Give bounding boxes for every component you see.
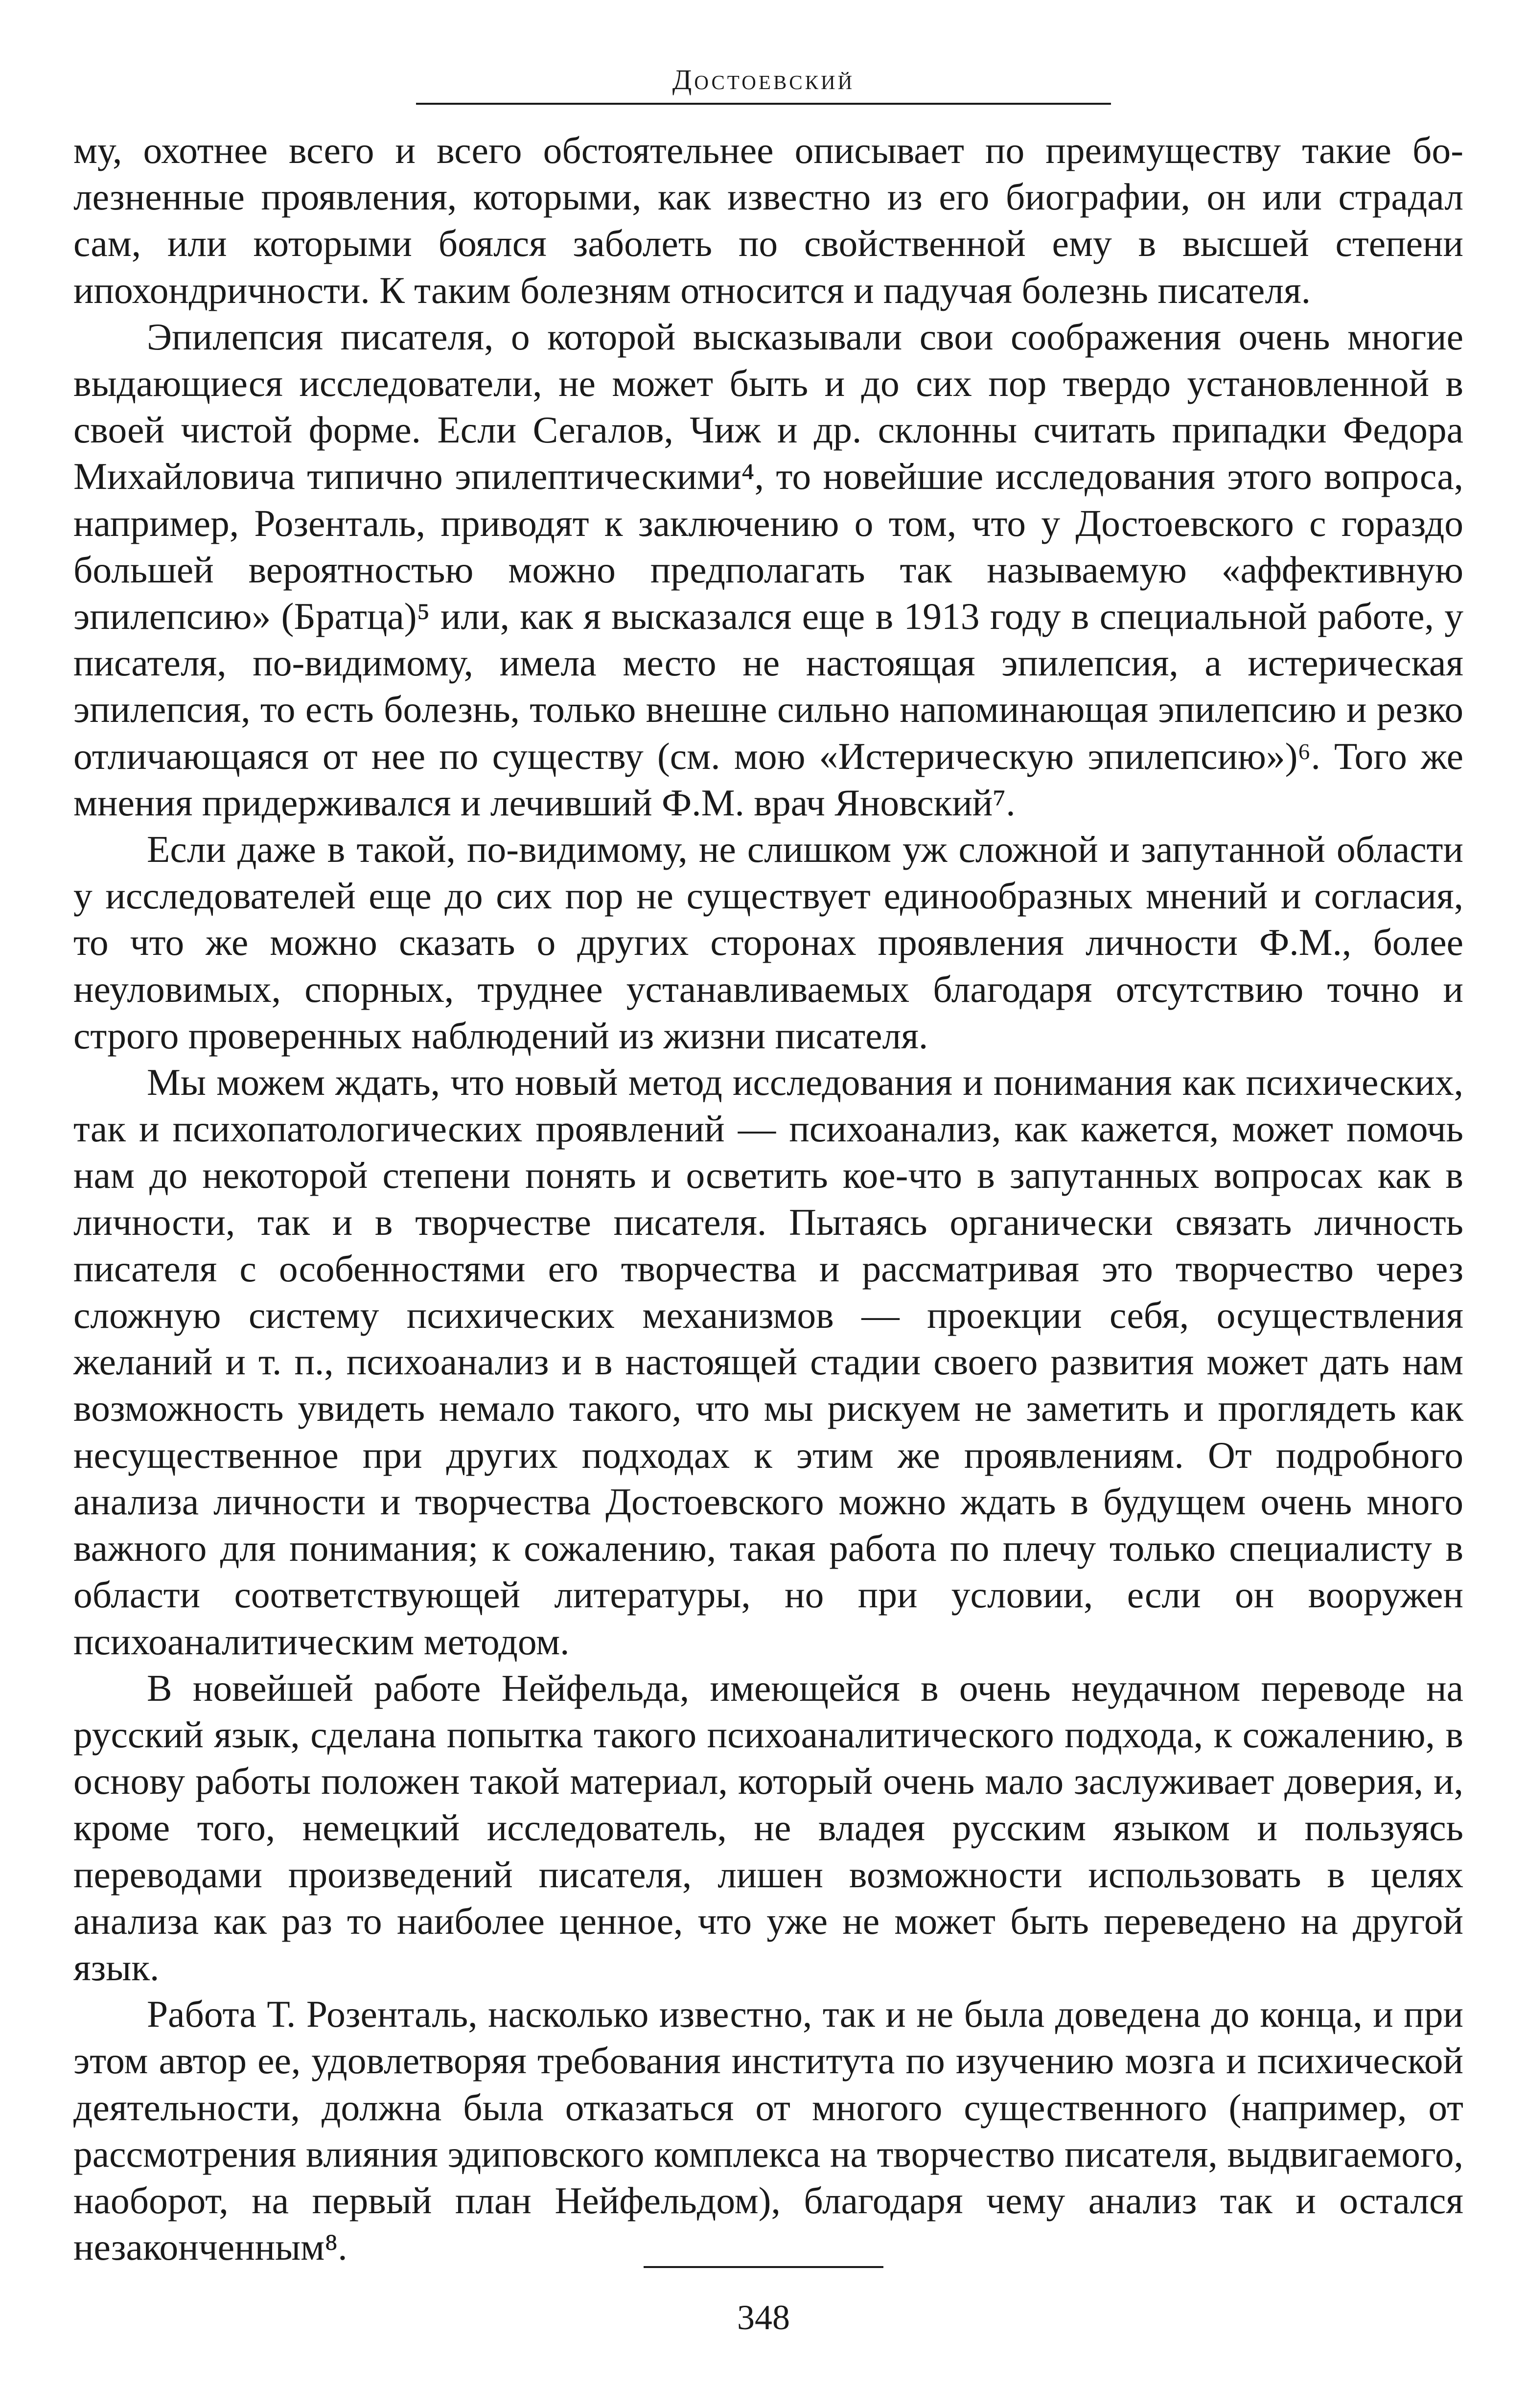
paragraph: Эпилепсия писателя, о которой высказывали свои соображения очень многие выдающиеся исследователи, не может быть и до сих пор твердо установленной в своей чистой форме. Если Сегалов, Чиж и др. склонны считать припадки Федора Михайловича типично эпилептическими⁴, то новейшие исследования этого вопроса, например, Розенталь, приводят к заключению о том, что у Достоевского с гораздо большей вероятностью можно предполагать так называемую «аффективную эпилепсию» (Братца)⁵ или, как я высказался еще в 1913 году в специальной работе, у писателя, по-видимому, имела место не настоящая эпилепсия, а истерическая эпилепсия, то есть болезнь, только внешне сильно напоминающая эпилепсию и резко отличающаяся от нее по существу (см. мою «Истерическую эпилепсию»)⁶. Того же мнения придерживался и лечивший Ф.М. врач Яновский⁷. [73,315,1463,824]
body-text [73,127,1463,2270]
paragraph: В новейшей работе Нейфельда, имеющейся в очень неудачном переводе на русский язык, сделана попытка такого психоаналитического подхода, к сожалению, в основу работы положен такой материал, который очень мало заслуживает доверия, и, кроме того, немецкий исследователь, не владея русским языком и пользуясь переводами произведений писателя, лишен возможности использовать в целях анализа как раз то наиболее ценное, что уже не может быть переведено на другой язык. [73,1667,1463,1989]
footer-rule [644,2266,883,2268]
paragraph: Если даже в такой, по-видимому, не слишком уж сложной и запутанной области у исследователей еще до сих пор не существует единообразных мнений и согласия, то что же можно сказать о других сторонах проявления личности Ф.М., более неуловимых, спорных, труднее устанавливаемых благодаря отсутствию точно и строго проверенных наблюдений из жизни писателя. [73,828,1463,1057]
paragraph: Мы можем ждать, что новый метод исследования и понимания как психических, так и психопатологических проявлений — психоанализ, как кажется, может помочь нам до некоторой степени понять и осветить кое-что в запутанных вопросах как в личности, так и в творчестве писателя. Пытаясь органически связать личность писателя с особенностями его творчества и рассматривая это творчество через сложную систему психических механизмов — проекции себя, осуществления желаний и т. п., психоанализ и в настоящей стадии своего развития может дать нам возможность увидеть немало такого, что мы рискуем не заметить и проглядеть как несущественное при других подходах к этим же проявлениям. От подробного анализа личности и творчества Достоевского можно ждать в будущем очень много важного для понимания; к сожалению, такая работа по плечу только специалисту в области соответствующей литературы, но при условии, если он вооружен психоаналитическим методом. [73,1061,1463,1663]
paragraph: му, охотнее всего и всего обстоятельнее описывает по преимуществу такие болезненные проявления, которыми, как известно из его биографии, он или страдал сам, или которыми боялся заболеть по свойственной ему в высшей степени ипохондричности. К таким болезням относится и падучая болезнь писателя. [73,129,1463,311]
page-number: 348 [737,2298,790,2337]
header-rule [416,103,1111,105]
running-head-title: Достоевский [672,64,855,95]
paragraph: Работа Т. Розенталь, насколько известно, так и не была доведена до конца, и при этом автор ее, удовлетворяя требования института по изучению мозга и психической деятельности, должна была отказаться от многого существенного (например, от рассмотрения влияния эдиповского комплекса на творчество писателя, выдвигаемого, наоборот, на первый план Нейфельдом), благодаря чему анализ так и остался незаконченным⁸. [73,1993,1463,2269]
